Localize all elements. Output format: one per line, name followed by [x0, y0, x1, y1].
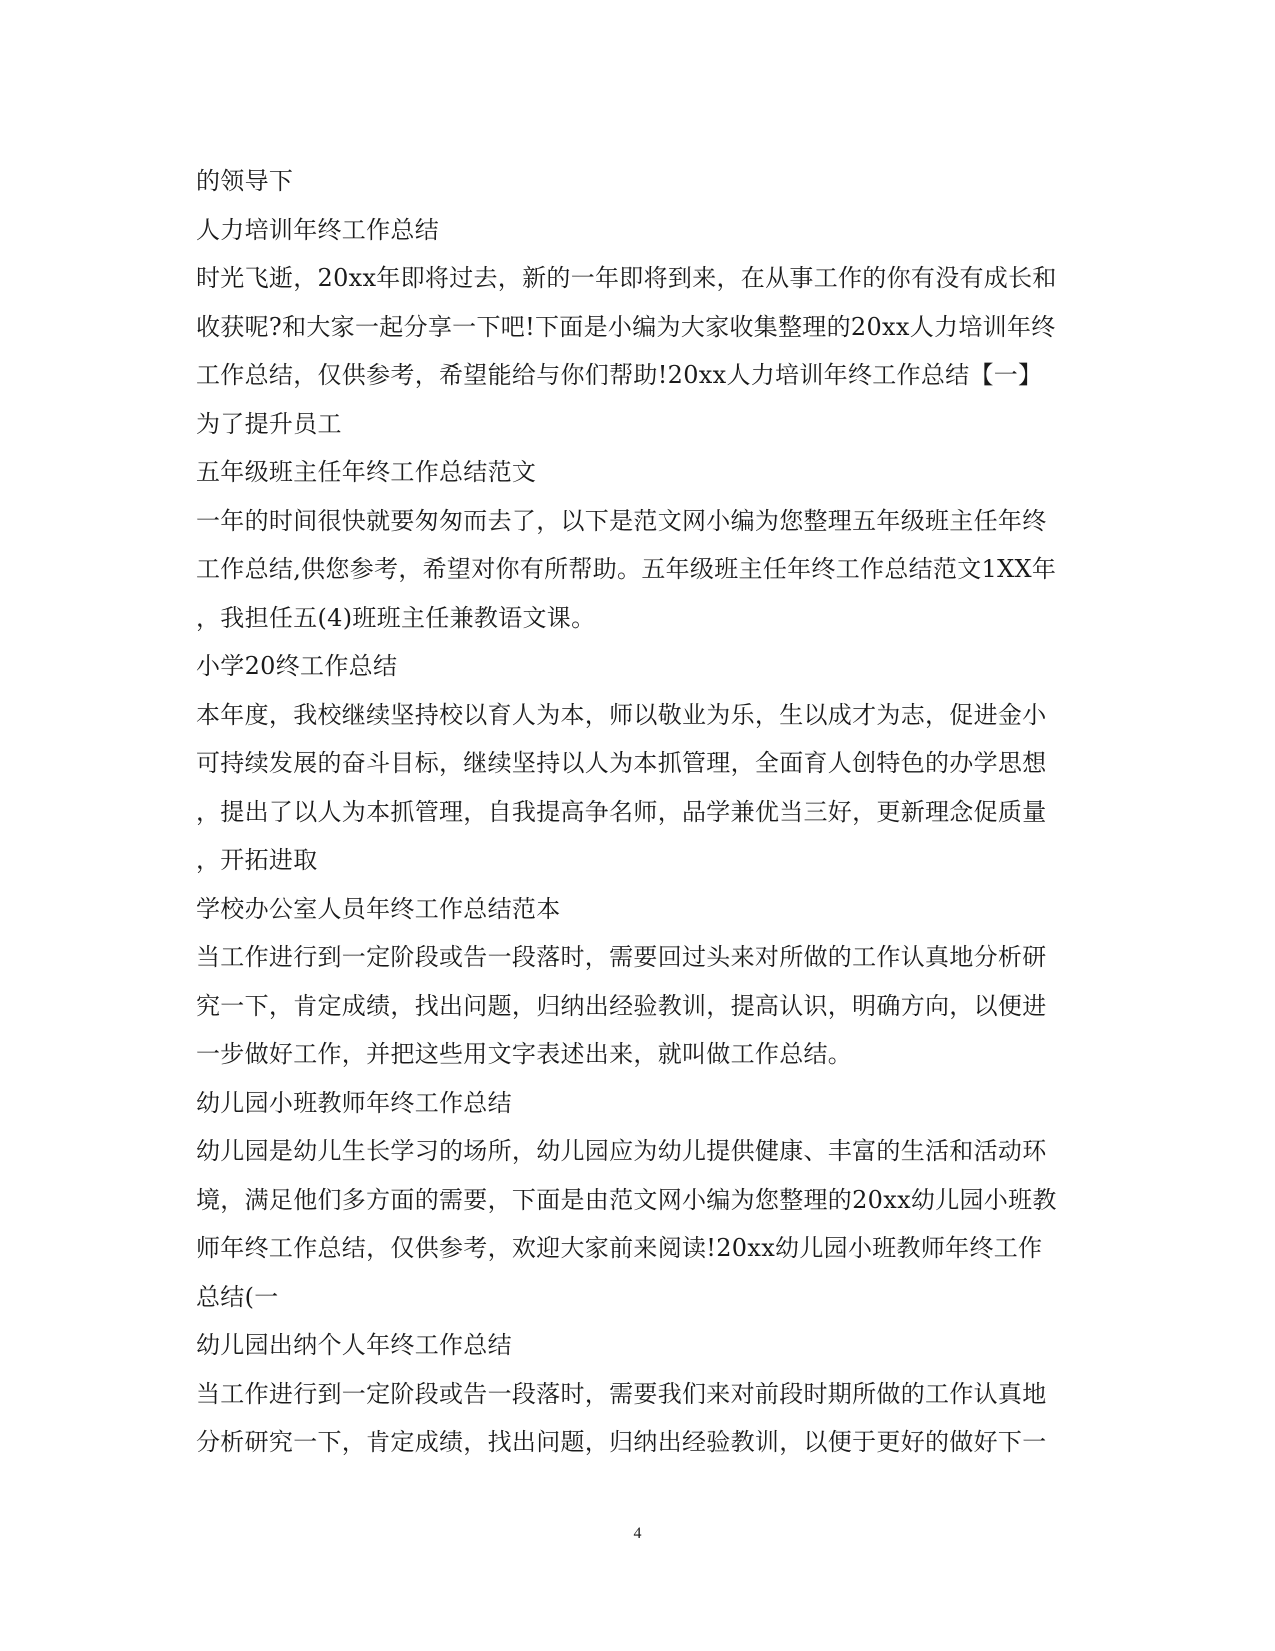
text-line: 总结(一	[196, 1282, 279, 1311]
page-number: 4	[633, 1525, 642, 1542]
section-heading: 学校办公室人员年终工作总结范本	[196, 894, 561, 923]
text-line: 工作总结，仅供参考，希望能给与你们帮助!20xx人力培训年终工作总结【一】	[196, 361, 1043, 389]
text-line: 一年的时间很快就要匆匆而去了，以下是范文网小编为您整理五年级班主任年终	[196, 506, 1047, 535]
document-body	[196, 157, 1076, 1467]
text-line: 一步做好工作，并把这些用文字表述出来，就叫做工作总结。	[196, 1040, 853, 1068]
text-line: 究一下，肯定成绩，找出问题，归纳出经验教训，提高认识，明确方向，以便进	[196, 991, 1047, 1020]
text-line: 可持续发展的奋斗目标，继续坚持以人为本抓管理，全面育人创特色的办学思想	[196, 749, 1047, 777]
section-heading: 幼儿园小班教师年终工作总结	[196, 1088, 512, 1117]
section-heading: 人力培训年终工作总结	[196, 215, 439, 244]
text-line: 幼儿园是幼儿生长学习的场所，幼儿园应为幼儿提供健康、丰富的生活和活动环	[196, 1137, 1047, 1165]
text-line: 时光飞逝，20xx年即将过去，新的一年即将到来，在从事工作的你有没有成长和	[196, 264, 1057, 292]
text-line: 境，满足他们多方面的需要，下面是由范文网小编为您整理的20xx幼儿园小班教	[196, 1185, 1057, 1214]
text-line: ，我担任五(4)班班主任兼教语文课。	[196, 603, 596, 632]
section-heading: 五年级班主任年终工作总结范文	[196, 458, 537, 486]
section-heading: 小学20终工作总结	[196, 652, 398, 680]
text-line: 师年终工作总结，仅供参考，欢迎大家前来阅读!20xx幼儿园小班教师年终工作	[196, 1234, 1043, 1262]
text-line: 收获呢?和大家一起分享一下吧!下面是小编为大家收集整理的20xx人力培训年终	[196, 312, 1056, 341]
text-line: ，开拓进取	[196, 846, 318, 874]
text-line: 分析研究一下，肯定成绩，找出问题，归纳出经验教训，以便于更好的做好下一	[196, 1428, 1047, 1456]
text-line: 当工作进行到一定阶段或告一段落时，需要回过头来对所做的工作认真地分析研	[196, 943, 1047, 971]
text-line: 的领导下	[196, 167, 294, 195]
section-heading: 幼儿园出纳个人年终工作总结	[196, 1331, 512, 1359]
text-line: 工作总结,供您参考，希望对你有所帮助。五年级班主任年终工作总结范文1XX年	[196, 555, 1057, 583]
text-line: 当工作进行到一定阶段或告一段落时，需要我们来对前段时期所做的工作认真地	[196, 1379, 1047, 1408]
text-line: 为了提升员工	[196, 409, 342, 438]
text-line: 本年度，我校继续坚持校以育人为本，师以敬业为乐，生以成才为志，促进金小	[196, 700, 1047, 729]
text-line: ，提出了以人为本抓管理，自我提高争名师，品学兼优当三好，更新理念促质量	[196, 797, 1047, 826]
